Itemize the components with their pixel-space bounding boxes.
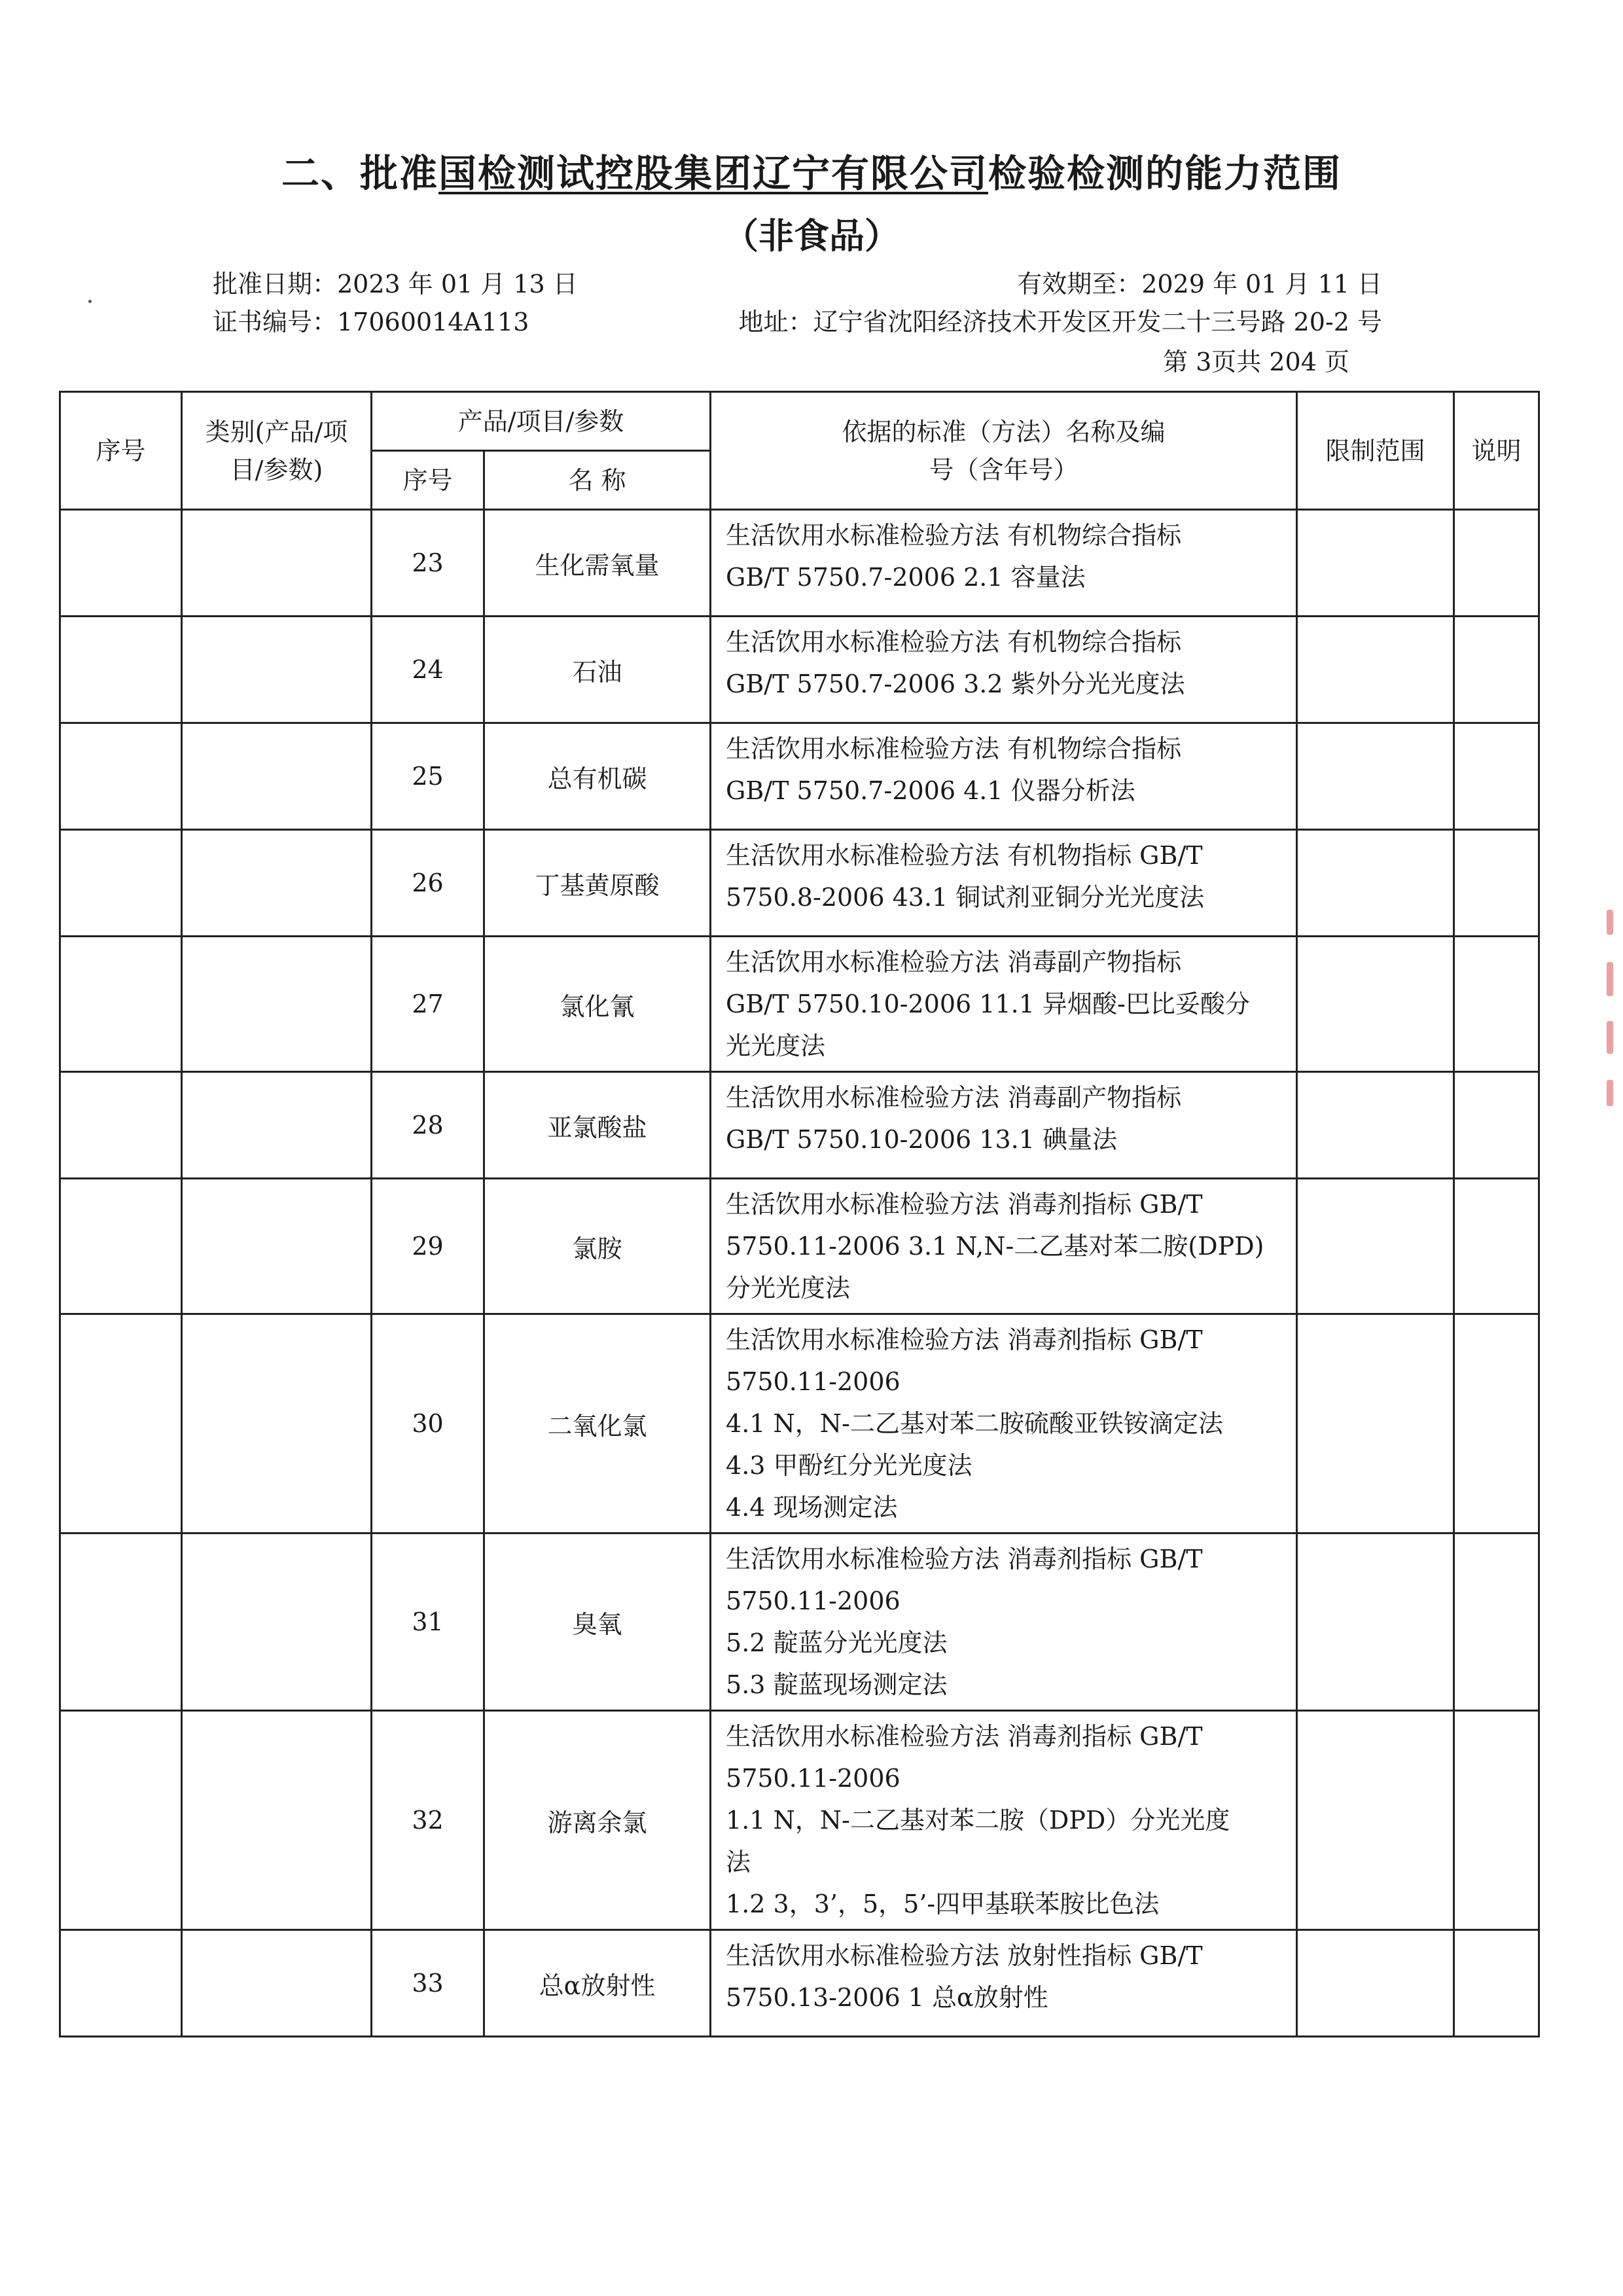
standard-line: 生活饮用水标准检验方法 消毒剂指标 GB/T — [726, 1325, 1203, 1354]
cell-seq — [60, 1930, 182, 2037]
standard-line: 5750.11-2006 — [726, 1367, 901, 1396]
page-title — [0, 143, 1623, 198]
standard-line: 生活饮用水标准检验方法 有机物综合指标 — [726, 628, 1182, 656]
certificate-number: 证书编号：17060014A113 — [213, 308, 529, 336]
title-organization: 国检测试控股集团辽宁有限公司 — [438, 151, 988, 196]
standard-line: GB/T 5750.7-2006 2.1 容量法 — [726, 563, 1086, 592]
cell-note — [1454, 937, 1539, 1072]
cell-category — [182, 937, 372, 1072]
standard-line: 生活饮用水标准检验方法 消毒剂指标 GB/T — [726, 1190, 1203, 1219]
cell-note — [1454, 510, 1539, 617]
cell-item-number: 26 — [372, 830, 484, 937]
cell-standard — [711, 1314, 1297, 1534]
capability-table — [59, 391, 1540, 2037]
table-body — [60, 510, 1539, 2037]
cell-seq — [60, 617, 182, 723]
standard-line: 5750.13-2006 1 总α放射性 — [726, 1983, 1048, 2012]
page-info: 第 3页共 204 页 — [1163, 348, 1349, 376]
cell-standard — [711, 1534, 1297, 1711]
standard-line: 1.2 3，3’，5，5’-四甲基联苯胺比色法 — [726, 1890, 1160, 1918]
title-prefix: 二、批准 — [281, 151, 438, 196]
header-category: 类别(产品/项目/参数) — [182, 392, 372, 510]
header-seq: 序号 — [60, 392, 182, 510]
standard-line: 生活饮用水标准检验方法 消毒剂指标 GB/T — [726, 1545, 1203, 1573]
cell-standard — [711, 1711, 1297, 1930]
standard-line: 4.4 现场测定法 — [726, 1493, 898, 1522]
standard-line: 5750.8-2006 43.1 铜试剂亚铜分光光度法 — [726, 883, 1205, 912]
cell-standard — [711, 937, 1297, 1072]
standard-line: GB/T 5750.7-2006 4.1 仪器分析法 — [726, 776, 1135, 805]
valid-until: 有效期至：2029 年 01 月 11 日 — [1017, 270, 1382, 298]
cell-item-name: 石油 — [484, 617, 711, 723]
cell-item-name: 臭氧 — [484, 1534, 711, 1711]
cell-item-name: 氯化氰 — [484, 937, 711, 1072]
cell-item-name: 亚氯酸盐 — [484, 1072, 711, 1179]
cell-limit — [1297, 1930, 1454, 2037]
cell-limit — [1297, 1534, 1454, 1711]
cell-limit — [1297, 617, 1454, 723]
cell-note — [1454, 1711, 1539, 1930]
cell-standard — [711, 830, 1297, 937]
cell-category — [182, 1314, 372, 1534]
cell-category — [182, 1179, 372, 1314]
cell-seq — [60, 1711, 182, 1930]
cell-item-number: 27 — [372, 937, 484, 1072]
cell-item-number: 24 — [372, 617, 484, 723]
standard-line: 法 — [726, 1848, 751, 1876]
table-row — [60, 1072, 1539, 1179]
standard-line: GB/T 5750.10-2006 13.1 碘量法 — [726, 1125, 1117, 1154]
title-suffix: 检验检测的能力范围 — [988, 151, 1342, 196]
standard-line: GB/T 5750.10-2006 11.1 异烟酸-巴比妥酸分 — [726, 990, 1250, 1018]
standard-line: 生活饮用水标准检验方法 有机物指标 GB/T — [726, 841, 1203, 870]
header-limit: 限制范围 — [1297, 392, 1454, 510]
cell-item-name: 游离余氯 — [484, 1711, 711, 1930]
cell-category — [182, 1072, 372, 1179]
cell-standard — [711, 1179, 1297, 1314]
red-stamp-edge — [1607, 962, 1613, 996]
cell-item-name: 二氧化氯 — [484, 1314, 711, 1534]
cell-note — [1454, 830, 1539, 937]
cell-category — [182, 830, 372, 937]
red-stamp-edge — [1607, 1080, 1613, 1106]
table-row — [60, 830, 1539, 937]
standard-line: 生活饮用水标准检验方法 放射性指标 GB/T — [726, 1941, 1203, 1970]
table-row — [60, 617, 1539, 723]
standard-line: 分光光度法 — [726, 1274, 851, 1302]
cell-limit — [1297, 1072, 1454, 1179]
cell-item-number: 31 — [372, 1534, 484, 1711]
cell-item-name: 丁基黄原酸 — [484, 830, 711, 937]
cell-standard — [711, 1930, 1297, 2037]
cell-item-number: 25 — [372, 723, 484, 830]
standard-line: 5750.11-2006 — [726, 1587, 901, 1615]
cell-limit — [1297, 510, 1454, 617]
header-standard: 依据的标准（方法）名称及编号（含年号） — [711, 392, 1297, 510]
cell-standard — [711, 1072, 1297, 1179]
cell-standard — [711, 510, 1297, 617]
cell-item-number: 33 — [372, 1930, 484, 2037]
cell-seq — [60, 830, 182, 937]
address: 地址：辽宁省沈阳经济技术开发区开发二十三号路 20-2 号 — [738, 308, 1382, 336]
standard-line: 1.1 N，N-二乙基对苯二胺（DPD）分光光度 — [726, 1806, 1230, 1835]
cell-item-name: 生化需氧量 — [484, 510, 711, 617]
cell-category — [182, 510, 372, 617]
cell-seq — [60, 1534, 182, 1711]
cell-category — [182, 1534, 372, 1711]
cell-limit — [1297, 1711, 1454, 1930]
standard-line: 5.3 靛蓝现场测定法 — [726, 1670, 948, 1699]
cell-note — [1454, 617, 1539, 723]
cell-category — [182, 1711, 372, 1930]
standard-line: 5750.11-2006 — [726, 1764, 901, 1793]
cell-limit — [1297, 937, 1454, 1072]
standard-line: 生活饮用水标准检验方法 消毒副产物指标 — [726, 948, 1182, 977]
standard-line: 4.3 甲酚红分光光度法 — [726, 1451, 972, 1480]
approval-date: 批准日期：2023 年 01 月 13 日 — [213, 270, 578, 298]
cell-item-number: 23 — [372, 510, 484, 617]
cell-limit — [1297, 830, 1454, 937]
standard-line: 生活饮用水标准检验方法 有机物综合指标 — [726, 734, 1182, 763]
cell-note — [1454, 723, 1539, 830]
table-row — [60, 1930, 1539, 2037]
standard-line: 生活饮用水标准检验方法 消毒副产物指标 — [726, 1083, 1182, 1112]
cell-limit — [1297, 723, 1454, 830]
table-row — [60, 723, 1539, 830]
header-sub-seq: 序号 — [372, 451, 484, 510]
cell-note — [1454, 1930, 1539, 2037]
cell-category — [182, 1930, 372, 2037]
page-subtitle: （非食品） — [723, 215, 900, 257]
red-stamp-edge — [1607, 1021, 1613, 1054]
cell-seq — [60, 1072, 182, 1179]
header-sub-name: 名 称 — [484, 451, 711, 510]
header-product-group: 产品/项目/参数 — [372, 392, 711, 451]
standard-line: 4.1 N，N-二乙基对苯二胺硫酸亚铁铵滴定法 — [726, 1409, 1223, 1438]
cell-seq — [60, 1314, 182, 1534]
cell-item-number: 32 — [372, 1711, 484, 1930]
cell-note — [1454, 1314, 1539, 1534]
cell-item-number: 30 — [372, 1314, 484, 1534]
cell-limit — [1297, 1314, 1454, 1534]
standard-line: GB/T 5750.7-2006 3.2 紫外分光光度法 — [726, 670, 1185, 698]
table-row — [60, 510, 1539, 617]
cell-category — [182, 617, 372, 723]
cell-seq — [60, 1179, 182, 1314]
standard-line: 生活饮用水标准检验方法 消毒剂指标 GB/T — [726, 1722, 1203, 1751]
table-row — [60, 1711, 1539, 1930]
cell-category — [182, 723, 372, 830]
cell-item-number: 29 — [372, 1179, 484, 1314]
standard-line: 5750.11-2006 3.1 N,N-二乙基对苯二胺(DPD) — [726, 1232, 1264, 1261]
cell-note — [1454, 1072, 1539, 1179]
table-row — [60, 1534, 1539, 1711]
standard-line: 光光度法 — [726, 1031, 826, 1060]
cell-item-name: 总α放射性 — [484, 1930, 711, 2037]
cell-item-name: 氯胺 — [484, 1179, 711, 1314]
scan-speck — [88, 300, 92, 303]
standard-line: 生活饮用水标准检验方法 有机物综合指标 — [726, 521, 1182, 550]
header-note: 说明 — [1454, 392, 1539, 510]
cell-limit — [1297, 1179, 1454, 1314]
cell-seq — [60, 723, 182, 830]
cell-seq — [60, 937, 182, 1072]
cell-item-number: 28 — [372, 1072, 484, 1179]
standard-line: 5.2 靛蓝分光光度法 — [726, 1628, 948, 1657]
cell-note — [1454, 1534, 1539, 1711]
table-row — [60, 937, 1539, 1072]
cell-seq — [60, 510, 182, 617]
cell-item-name: 总有机碳 — [484, 723, 711, 830]
table-row — [60, 1179, 1539, 1314]
red-stamp-edge — [1607, 910, 1613, 935]
cell-standard — [711, 723, 1297, 830]
cell-note — [1454, 1179, 1539, 1314]
table-row — [60, 1314, 1539, 1534]
cell-standard — [711, 617, 1297, 723]
